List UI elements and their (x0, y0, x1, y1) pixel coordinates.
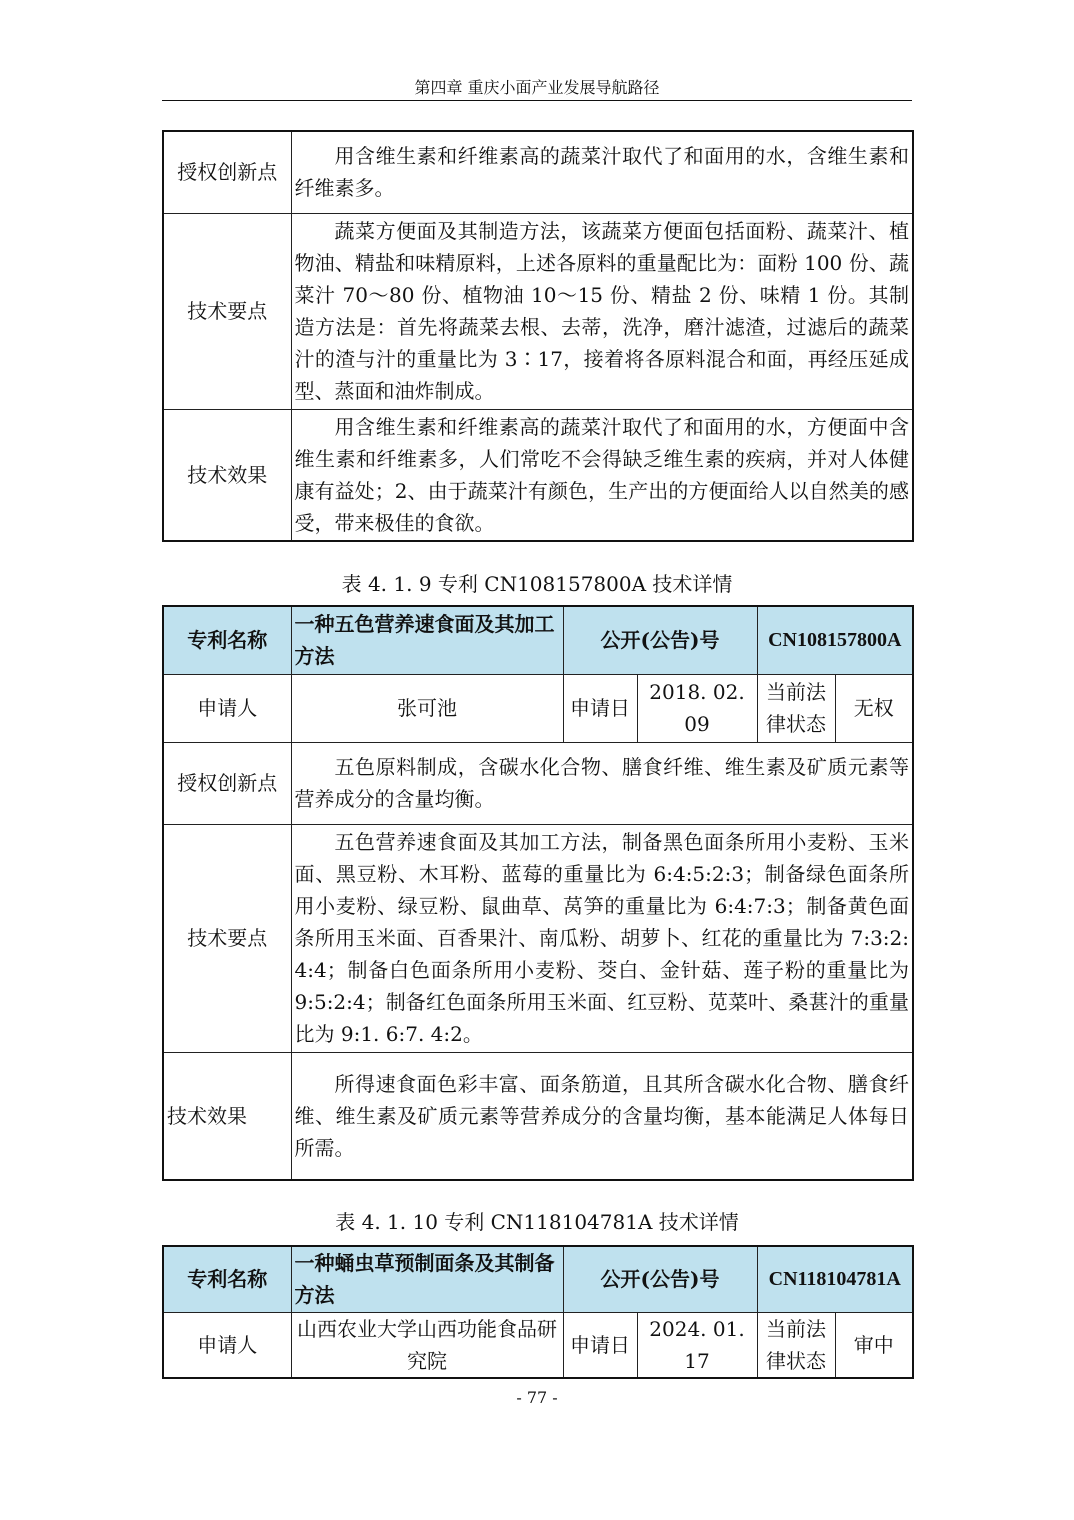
tech-points-text: 五色营养速食面及其加工方法，制备黑色面条所用小麦粉、玉米面、黑豆粉、木耳粉、蓝莓的重量比为 6:4:5:2:3；制备绿色面条所用小麦粉、绿豆粉、鼠曲草、莴笋的重量比为 6:4:7:3；制备黄色面条所用玉米面、百香果汁、南瓜粉、胡萝卜、红花的重量比为 7:3:2:4:4；制备白色面条所用小麦粉、茭白、金针菇、莲子粉的重量比为 9:5:2:4；制备红色面条所用玉米面、红豆粉、苋菜叶、桑葚汁的重量比为 9:1. 6:7. 4:2。 (291, 824, 913, 1052)
innovation-text: 用含维生素和纤维素高的蔬菜汁取代了和面用的水，含维生素和纤维素多。 (291, 131, 913, 213)
application-date: 2018. 02. 09 (637, 674, 757, 742)
application-date-label: 申请日 (563, 1312, 637, 1378)
page-number: - 77 - (516, 1388, 558, 1407)
applicant: 山西农业大学山西功能食品研究院 (291, 1312, 563, 1378)
application-date-label: 申请日 (563, 674, 637, 742)
application-date: 2024. 01. 17 (637, 1312, 757, 1378)
legal-status-label: 当前法律状态 (757, 674, 835, 742)
tech-points-text: 蔬菜方便面及其制造方法，该蔬菜方便面包括面粉、蔬菜汁、植物油、精盐和味精原料，上述各原料的重量配比为：面粉 100 份、蔬菜汁 70～80 份、植物油 10～15 份、精盐 2 份、味精 1 份。其制造方法是：首先将蔬菜去根、去蒂，洗净，磨汁滤渣，过滤后的蔬菜汁的渣与汁的重量比为 3∶17，接着将各原料混合和面，再经压延成型、蒸面和油炸制成。 (291, 213, 913, 409)
patent-table-cn108157800a (162, 605, 914, 1181)
table-row (163, 213, 913, 409)
table-row (163, 606, 913, 674)
publication-number-label: 公开(公告)号 (563, 606, 757, 674)
table-caption: 表 4. 1. 9 专利 CN108157800A 技术详情 (341, 572, 733, 596)
patent-table-cn118104781a (162, 1245, 914, 1379)
patent-name-label: 专利名称 (163, 606, 291, 674)
table-row (163, 1052, 913, 1180)
tech-effect-label: 技术效果 (163, 1052, 291, 1180)
table-row (163, 742, 913, 824)
publication-number: CN118104781A (757, 1246, 913, 1312)
legal-status: 审中 (835, 1312, 913, 1378)
table-row (163, 409, 913, 541)
applicant-label: 申请人 (163, 1312, 291, 1378)
table-row (163, 1246, 913, 1312)
publication-number: CN108157800A (757, 606, 913, 674)
patent-table-previous (162, 130, 914, 542)
tech-effect-text: 用含维生素和纤维素高的蔬菜汁取代了和面用的水，方便面中含维生素和纤维素多，人们常吃不会得缺乏维生素的疾病，并对人体健康有益处；2、由于蔬菜汁有颜色，生产出的方便面给人以自然美的感受，带来极佳的食欲。 (291, 409, 913, 541)
table-row (163, 131, 913, 213)
tech-points-label: 技术要点 (163, 213, 291, 409)
tech-effect-label: 技术效果 (163, 409, 291, 541)
table-row (163, 824, 913, 1052)
table-row (163, 674, 913, 742)
tech-points-label: 技术要点 (163, 824, 291, 1052)
table-caption: 表 4. 1. 10 专利 CN118104781A 技术详情 (335, 1210, 739, 1234)
publication-number-label: 公开(公告)号 (563, 1246, 757, 1312)
patent-name-label: 专利名称 (163, 1246, 291, 1312)
applicant-label: 申请人 (163, 674, 291, 742)
innovation-label: 授权创新点 (163, 131, 291, 213)
page-header: 第四章 重庆小面产业发展导航路径 (414, 78, 660, 97)
innovation-label: 授权创新点 (163, 742, 291, 824)
innovation-text: 五色原料制成，含碳水化合物、膳食纤维、维生素及矿质元素等营养成分的含量均衡。 (291, 742, 913, 824)
table-row (163, 1312, 913, 1378)
legal-status-label: 当前法律状态 (757, 1312, 835, 1378)
applicant: 张可池 (291, 674, 563, 742)
patent-name: 一种五色营养速食面及其加工方法 (291, 606, 563, 674)
header-rule (162, 100, 912, 101)
patent-name: 一种蛹虫草预制面条及其制备方法 (291, 1246, 563, 1312)
legal-status: 无权 (835, 674, 913, 742)
tech-effect-text: 所得速食面色彩丰富、面条筋道，且其所含碳水化合物、膳食纤维、维生素及矿质元素等营养成分的含量均衡，基本能满足人体每日所需。 (291, 1052, 913, 1180)
